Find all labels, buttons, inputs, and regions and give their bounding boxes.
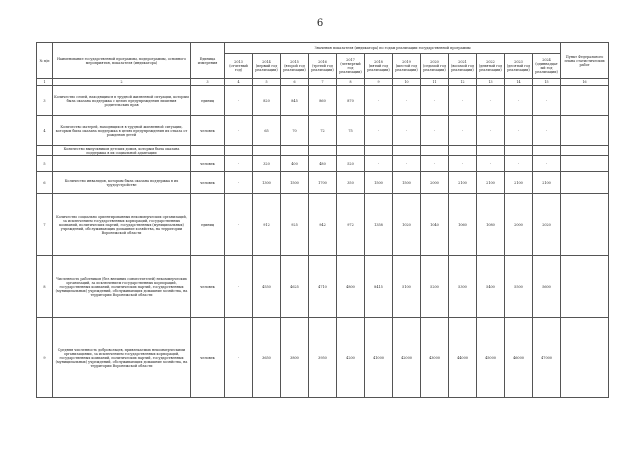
value-cell: - (365, 156, 393, 172)
value-cell: - (421, 156, 449, 172)
federal-plan-cell (561, 86, 609, 116)
header-year-2020 (421, 54, 449, 79)
table-row (37, 318, 609, 398)
value-cell: 4200 (337, 318, 365, 398)
value-cell (449, 146, 477, 156)
header-year-label: 2020 (430, 60, 439, 64)
value-cell: 5600 (533, 256, 561, 318)
header-year-2017 (337, 54, 365, 79)
value-cell: 2100 (477, 172, 505, 194)
table-row (37, 146, 609, 156)
value-cell (253, 146, 281, 156)
value-cell: - (477, 116, 505, 146)
federal-plan-cell (561, 172, 609, 194)
value-cell: 5300 (449, 256, 477, 318)
value-cell: 912 (253, 194, 281, 256)
value-cell: 4710 (309, 256, 337, 318)
header-year-2013 (225, 54, 253, 79)
value-cell: 70 (281, 116, 309, 146)
column-number: 3 (191, 79, 225, 86)
value-cell: 3800 (281, 318, 309, 398)
value-cell (477, 146, 505, 156)
header-year-note: (девятый год реализации) (478, 64, 503, 72)
value-cell: 1700 (309, 172, 337, 194)
value-cell: 942 (309, 194, 337, 256)
indicators-table (36, 42, 609, 398)
value-cell: 5100 (393, 256, 421, 318)
column-number: 9 (365, 79, 393, 86)
value-cell (421, 146, 449, 156)
header-year-note: (третий год реализации) (311, 64, 334, 72)
header-year-note: (одиннадцатый год реализации) (535, 62, 558, 74)
value-cell: - (505, 86, 533, 116)
value-cell: - (449, 156, 477, 172)
value-cell: 2020 (533, 194, 561, 256)
value-cell: - (365, 116, 393, 146)
value-cell (337, 146, 365, 156)
value-cell: 47000 (533, 318, 561, 398)
federal-plan-cell (561, 156, 609, 172)
value-cell: 520 (337, 156, 365, 172)
federal-plan-cell (561, 194, 609, 256)
value-cell: 4800 (337, 256, 365, 318)
header-year-note: (восьмой год реализации) (451, 64, 474, 72)
header-year-label: 2016 (318, 60, 327, 64)
value-cell: - (225, 318, 253, 398)
value-cell: 44000 (449, 318, 477, 398)
value-cell: 8415 (365, 256, 393, 318)
value-cell: 400 (281, 156, 309, 172)
column-number: 4 (225, 79, 253, 86)
header-year-label: 2014 (262, 60, 271, 64)
table-row (37, 256, 609, 318)
value-cell: 1500 (281, 172, 309, 194)
header-year-2022 (477, 54, 505, 79)
value-cell: - (533, 86, 561, 116)
column-number: 2 (53, 79, 191, 86)
federal-plan-cell (561, 146, 609, 156)
value-cell: 4625 (281, 256, 309, 318)
value-cell: 65 (253, 116, 281, 146)
unit-cell: единиц (191, 86, 225, 116)
header-year-2024 (533, 54, 561, 79)
value-cell: 1358 (365, 194, 393, 256)
value-cell: 1080 (477, 194, 505, 256)
value-cell: 480 (309, 156, 337, 172)
column-number: 7 (309, 79, 337, 86)
header-unit: Единица измерения (191, 43, 225, 79)
header-year-label: 2018 (374, 60, 383, 64)
value-cell: 1300 (253, 172, 281, 194)
indicator-name (53, 156, 191, 172)
value-cell: - (505, 156, 533, 172)
header-year-note: (десятый год реализации) (506, 64, 531, 72)
federal-plan-cell (561, 256, 609, 318)
row-number: 8 (37, 256, 53, 318)
value-cell: 1040 (421, 194, 449, 256)
header-year-label: 2021 (458, 60, 467, 64)
row-number: 5 (37, 156, 53, 172)
value-cell: - (225, 256, 253, 318)
value-cell: 2100 (505, 172, 533, 194)
value-cell: - (505, 116, 533, 146)
header-year-label: 2017 (346, 58, 355, 62)
value-cell: 2000 (421, 172, 449, 194)
value-cell: 5200 (421, 256, 449, 318)
row-number: 4 (37, 116, 53, 146)
column-number: 6 (281, 79, 309, 86)
value-cell: 820 (253, 86, 281, 116)
value-cell (309, 146, 337, 156)
unit-cell: единиц (191, 194, 225, 256)
header-year-label: 2023 (514, 60, 523, 64)
row-number: 9 (37, 318, 53, 398)
header-year-2014 (253, 54, 281, 79)
column-number: 8 (337, 79, 365, 86)
value-cell: 5500 (505, 256, 533, 318)
row-number (37, 146, 53, 156)
value-cell: - (533, 116, 561, 146)
value-cell: - (477, 86, 505, 116)
column-number: 1 (37, 79, 53, 86)
header-year-note: (второй год реализации) (283, 64, 306, 72)
value-cell: 75 (337, 116, 365, 146)
value-cell: - (225, 116, 253, 146)
value-cell: 350 (337, 172, 365, 194)
value-cell (533, 146, 561, 156)
column-number: 13 (477, 79, 505, 86)
header-year-label: 2015 (290, 60, 299, 64)
header-year-note: (седьмой год реализации) (422, 64, 447, 72)
value-cell: - (225, 194, 253, 256)
row-number: 6 (37, 172, 53, 194)
indicator-name: Количество выпускников детских домов, которым была оказана поддержка в их социальной адаптации (53, 146, 191, 156)
value-cell: 1500 (393, 172, 421, 194)
header-federal-plan: Пункт Федерального плана статистических работ (561, 43, 609, 79)
value-cell: - (477, 156, 505, 172)
column-number: 10 (393, 79, 421, 86)
indicator-name: Средняя численность добровольцев, привлекаемых некоммерческими организациями, за исключением государственных корпораций, государственных компаний, политических партий, государственных (муниципальных) учреждений, обслуживающих домашние хозяйства, на территории Воронежской области (53, 318, 191, 398)
column-number: 15 (533, 79, 561, 86)
value-cell: 41000 (365, 318, 393, 398)
header-year-label: 2024 (542, 58, 551, 62)
value-cell (365, 146, 393, 156)
row-number: 3 (37, 86, 53, 116)
value-cell: - (225, 86, 253, 116)
unit-cell (191, 146, 225, 156)
federal-plan-cell (561, 318, 609, 398)
header-year-note: (первый год реализации) (255, 64, 278, 72)
unit-cell: человек (191, 172, 225, 194)
value-cell: - (225, 156, 253, 172)
value-cell: - (393, 116, 421, 146)
table-row (37, 156, 609, 172)
value-cell: - (533, 156, 561, 172)
value-cell: 1020 (393, 194, 421, 256)
header-year-note: (четвертый год реализации) (339, 62, 362, 74)
header-year-2019 (393, 54, 421, 79)
unit-cell: человек (191, 156, 225, 172)
indicator-name: Численность работников (без внешних совместителей) некоммерческих организаций, за исключением государственных корпораций, государственных компаний, политических партий, государственных (муниципальных) учреждений, обслуживающих домашние хозяйства, на территории Воронежской области (53, 256, 191, 318)
value-cell: 2000 (505, 194, 533, 256)
value-cell: - (449, 116, 477, 146)
header-year-2023 (505, 54, 533, 79)
table-row (37, 194, 609, 256)
value-cell: 4550 (253, 256, 281, 318)
indicator-name: Количество матерей, находящихся в трудной жизненной ситуации, которым была оказана поддержка в целях предупреждения их отказа от рождения детей (53, 116, 191, 146)
value-cell: 860 (309, 86, 337, 116)
header-year-2015 (281, 54, 309, 79)
column-number: 11 (421, 79, 449, 86)
value-cell: 2100 (449, 172, 477, 194)
indicator-name: Количество семей, находящихся в трудной жизненной ситуации, которым была оказана поддержка с целью предупреждения лишения родительских прав (53, 86, 191, 116)
unit-cell: человек (191, 256, 225, 318)
column-number: 5 (253, 79, 281, 86)
value-cell: 972 (337, 194, 365, 256)
table-row (37, 116, 609, 146)
value-cell: 72 (309, 116, 337, 146)
row-number: 7 (37, 194, 53, 256)
header-year-note: (отчетный год) (229, 64, 248, 72)
unit-cell: человек (191, 116, 225, 146)
value-cell (393, 146, 421, 156)
header-year-note: (пятый год реализации) (367, 64, 390, 72)
value-cell: 3950 (309, 318, 337, 398)
value-cell (505, 146, 533, 156)
value-cell: 45000 (477, 318, 505, 398)
value-cell: - (393, 156, 421, 172)
column-number: 12 (449, 79, 477, 86)
value-cell: 2100 (533, 172, 561, 194)
value-cell: 43000 (421, 318, 449, 398)
header-year-label: 2019 (402, 60, 411, 64)
indicator-name: Количество инвалидов, которым была оказана поддержка в их трудоустройстве (53, 172, 191, 194)
value-cell: 5400 (477, 256, 505, 318)
table-row (37, 172, 609, 194)
value-cell: 3650 (253, 318, 281, 398)
page-number: 6 (316, 18, 324, 29)
header-values-group: Значения показателя (индикатора) по годам реализации государственной программы (225, 43, 561, 54)
value-cell: 870 (337, 86, 365, 116)
value-cell (225, 146, 253, 156)
value-cell: 925 (281, 194, 309, 256)
value-cell: 46000 (505, 318, 533, 398)
value-cell: - (449, 86, 477, 116)
value-cell (281, 146, 309, 156)
header-year-2016 (309, 54, 337, 79)
column-number: 16 (561, 79, 609, 86)
value-cell: - (393, 86, 421, 116)
table-row (37, 86, 609, 116)
value-cell: - (365, 86, 393, 116)
indicator-name: Количество социально ориентированных некоммерческих организаций, за исключением государственных корпораций, государственных компаний, политических партий, государственных (муниципальных) учреждений, обслуживающих домашние хозяйства, на территории Воронежской области (53, 194, 191, 256)
header-indicator: Наименование государственной программы, подпрограммы, основного мероприятия, показателя (индикатора) (53, 43, 191, 79)
column-number: 14 (505, 79, 533, 86)
header-num: № п/п (37, 43, 53, 79)
header-year-note: (шестой год реализации) (395, 64, 418, 72)
header-year-label: 2013 (234, 60, 243, 64)
value-cell: 42000 (393, 318, 421, 398)
federal-plan-cell (561, 116, 609, 146)
value-cell: - (421, 116, 449, 146)
value-cell: 845 (281, 86, 309, 116)
value-cell: 1060 (449, 194, 477, 256)
value-cell: 1500 (365, 172, 393, 194)
value-cell: - (225, 172, 253, 194)
value-cell: 320 (253, 156, 281, 172)
header-year-2021 (449, 54, 477, 79)
value-cell: - (421, 86, 449, 116)
header-year-label: 2022 (486, 60, 495, 64)
header-year-2018 (365, 54, 393, 79)
unit-cell: человек (191, 318, 225, 398)
